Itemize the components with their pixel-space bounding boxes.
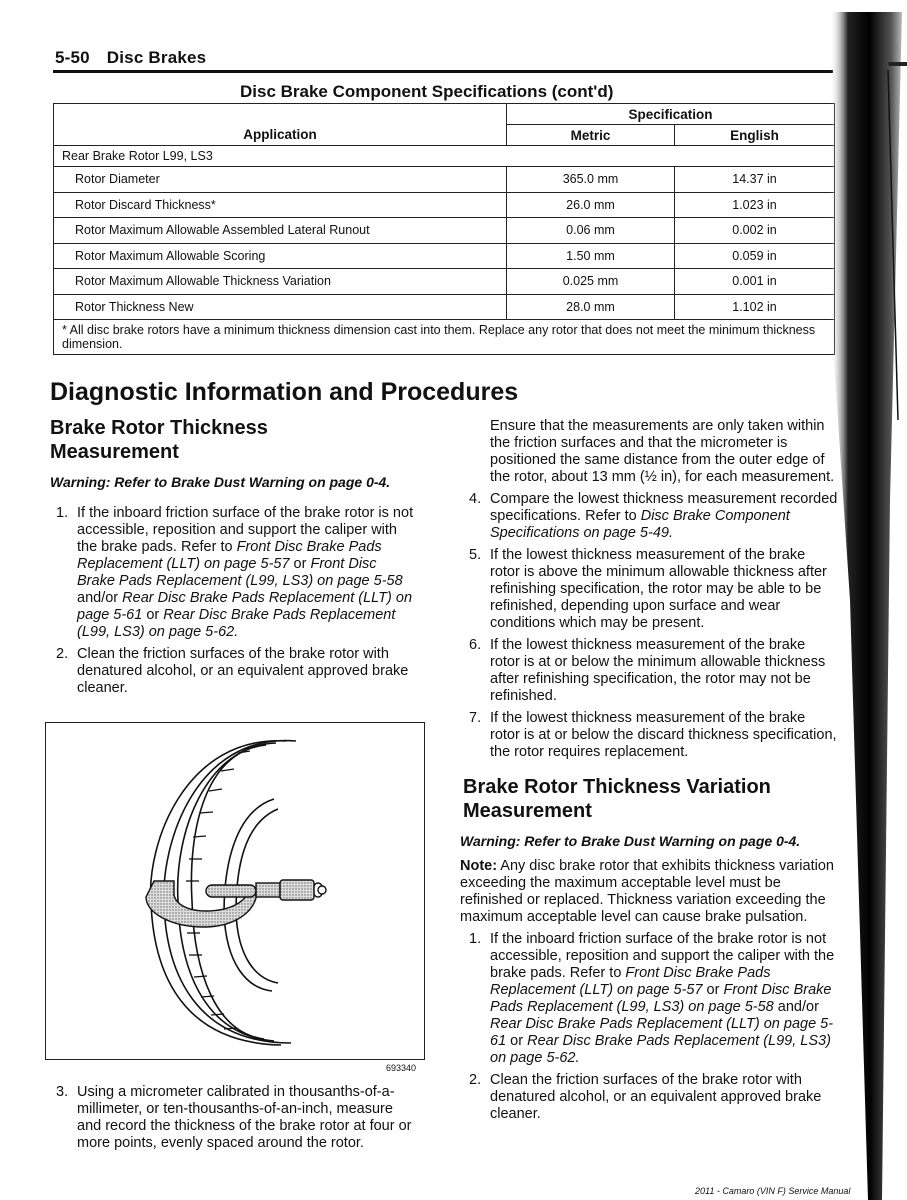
rotor-micrometer-figure bbox=[45, 722, 425, 1060]
step-item bbox=[463, 1072, 838, 1123]
col-specification: Specification bbox=[507, 104, 835, 125]
note-label: Note: bbox=[460, 858, 498, 874]
figure-id: 693340 bbox=[386, 1063, 417, 1073]
micrometer-illustration bbox=[46, 723, 424, 1059]
header-rule bbox=[53, 70, 833, 73]
step-text: and/or bbox=[773, 999, 819, 1015]
english-cell: 1.102 in bbox=[675, 294, 835, 320]
note-text: Any disc brake rotor that exhibits thickness variation exceeding the maximum acceptable level must be refinished or replaced. Thickness variation exceeding the maximum acceptable level can cause brake pulsation. bbox=[460, 858, 834, 925]
col-application: Application bbox=[54, 104, 507, 146]
step-text: and/or bbox=[77, 590, 123, 606]
application-cell: Rotor Maximum Allowable Thickness Variation bbox=[54, 269, 507, 295]
step-number: 2. bbox=[469, 1072, 482, 1088]
step-text: or bbox=[702, 982, 724, 998]
metric-cell: 28.0 mm bbox=[507, 294, 675, 320]
left-column bbox=[50, 416, 440, 702]
step-item bbox=[463, 637, 838, 705]
left-column-bottom bbox=[50, 1084, 420, 1157]
step-continuation: Ensure that the measurements are only taken within the friction surfaces and that the micrometer is positioned the same distance from the outer edge of the rotor, about 13 mm (½ in), for each measurement. bbox=[490, 418, 835, 485]
binding-shadow bbox=[820, 0, 907, 1200]
thickness-measurement-title: Brake Rotor Thickness Measurement bbox=[50, 417, 268, 463]
group-row: Rear Brake Rotor L99, LS3 bbox=[54, 146, 835, 167]
reference-link[interactable]: Front Disc Brake Pads Replacement (LLT) on page 5-57 bbox=[490, 965, 771, 998]
step-text: Using a micrometer calibrated in thousanths-of-a-millimeter, or ten-thousanths-of-an-inch, measure and record the thickness of the brake rotor at four or more points, evenly spaced around the rotor. bbox=[77, 1084, 412, 1151]
step-number: 5. bbox=[469, 547, 482, 563]
step-text: Clean the friction surfaces of the brake rotor with denatured alcohol, or an equivalent approved brake cleaner. bbox=[77, 646, 409, 696]
table-row bbox=[54, 218, 835, 244]
table-row bbox=[54, 269, 835, 295]
step-number: 1. bbox=[469, 931, 482, 947]
right-column bbox=[460, 418, 838, 1128]
application-cell: Rotor Discard Thickness* bbox=[54, 192, 507, 218]
english-cell: 0.059 in bbox=[675, 243, 835, 269]
spec-table bbox=[53, 103, 835, 355]
step-item bbox=[463, 931, 838, 1067]
step-number: 6. bbox=[469, 637, 482, 653]
section-name: Disc Brakes bbox=[106, 48, 207, 67]
step-text: or bbox=[289, 556, 311, 572]
section-title: Diagnostic Information and Procedures bbox=[50, 378, 519, 406]
step-number: 7. bbox=[469, 710, 482, 726]
variation-warning: Warning: Refer to Brake Dust Warning on page 0-4. bbox=[460, 833, 801, 849]
reference-link[interactable]: Front Disc Brake Pads Replacement (L99, LS3) on page 5-58 bbox=[490, 982, 832, 1015]
step-text: or bbox=[506, 1033, 528, 1049]
table-footnote: * All disc brake rotors have a minimum thickness dimension cast into them. Replace any rotor that does not meet the minimum thickness dimension. bbox=[54, 320, 835, 355]
metric-cell: 26.0 mm bbox=[507, 192, 675, 218]
step-item bbox=[50, 1084, 420, 1152]
page-header bbox=[55, 48, 206, 68]
col-english: English bbox=[675, 125, 835, 146]
english-cell: 1.023 in bbox=[675, 192, 835, 218]
thickness-warning: Warning: Refer to Brake Dust Warning on page 0-4. bbox=[50, 474, 391, 490]
reference-link[interactable]: Disc Brake Component Specifications on page 5-49. bbox=[490, 508, 790, 541]
english-cell: 0.002 in bbox=[675, 218, 835, 244]
reference-link[interactable]: Rear Disc Brake Pads Replacement (LLT) on page 5-61 bbox=[490, 1016, 834, 1049]
reference-link[interactable]: Front Disc Brake Pads Replacement (LLT) on page 5-57 bbox=[77, 539, 382, 572]
spec-table-title: Disc Brake Component Specifications (cont'd) bbox=[240, 82, 614, 101]
step-text: or bbox=[142, 607, 164, 623]
step-item bbox=[463, 547, 838, 632]
step-number: 2. bbox=[56, 646, 69, 662]
col-metric: Metric bbox=[507, 125, 675, 146]
table-row bbox=[54, 167, 835, 193]
english-cell: 0.001 in bbox=[675, 269, 835, 295]
step-number: 1. bbox=[56, 505, 69, 521]
reference-link[interactable]: Rear Disc Brake Pads Replacement (L99, LS3) on page 5-62. bbox=[490, 1033, 831, 1066]
reference-link[interactable]: Front Disc Brake Pads Replacement (L99, LS3) on page 5-58 bbox=[77, 556, 403, 589]
step-item bbox=[463, 710, 838, 761]
table-row bbox=[54, 243, 835, 269]
step-text: If the inboard friction surface of the brake rotor is not accessible, reposition and support the caliper with the brake pads. Refer to bbox=[77, 505, 414, 555]
step-text: Compare the lowest thickness measurement recorded specifications. Refer to bbox=[490, 491, 838, 524]
metric-cell: 0.025 mm bbox=[507, 269, 675, 295]
reference-link[interactable]: Rear Disc Brake Pads Replacement (LLT) on page 5-61 bbox=[77, 590, 413, 623]
step-text: If the lowest thickness measurement of the brake rotor is at or below the minimum allowable thickness after refinishing specification, the rotor may not be refinished. bbox=[490, 637, 826, 704]
step-number: 4. bbox=[469, 491, 482, 507]
step-number: 3. bbox=[56, 1084, 69, 1100]
application-cell: Rotor Diameter bbox=[54, 167, 507, 193]
variation-note bbox=[460, 858, 838, 926]
metric-cell: 0.06 mm bbox=[507, 218, 675, 244]
step-text: Clean the friction surfaces of the brake rotor with denatured alcohol, or an equivalent approved brake cleaner. bbox=[490, 1072, 822, 1122]
step-text: If the inboard friction surface of the brake rotor is not accessible, reposition and support the caliper with the brake pads. Refer to bbox=[490, 931, 835, 981]
step-item bbox=[463, 491, 838, 542]
step-text: If the lowest thickness measurement of the brake rotor is at or below the discard thickness specification, the rotor requires replacement. bbox=[490, 710, 837, 760]
page-footer: 2011 - Camaro (VIN F) Service Manual bbox=[695, 1186, 851, 1196]
reference-link[interactable]: Rear Disc Brake Pads Replacement (L99, LS3) on page 5-62. bbox=[77, 607, 396, 640]
variation-measurement-title: Brake Rotor Thickness Variation Measurement bbox=[463, 776, 771, 822]
page-number: 5-50 bbox=[55, 48, 90, 67]
english-cell: 14.37 in bbox=[675, 167, 835, 193]
application-cell: Rotor Maximum Allowable Assembled Lateral Runout bbox=[54, 218, 507, 244]
step-item bbox=[50, 505, 415, 641]
metric-cell: 1.50 mm bbox=[507, 243, 675, 269]
metric-cell: 365.0 mm bbox=[507, 167, 675, 193]
step-item bbox=[50, 646, 415, 697]
application-cell: Rotor Thickness New bbox=[54, 294, 507, 320]
table-row bbox=[54, 294, 835, 320]
table-row bbox=[54, 192, 835, 218]
step-text: If the lowest thickness measurement of the brake rotor is above the minimum allowable thickness after refinishing specification, the rotor may be able to be refinished, depending upon surface and wear conditions which may be present. bbox=[490, 547, 827, 631]
application-cell: Rotor Maximum Allowable Scoring bbox=[54, 243, 507, 269]
